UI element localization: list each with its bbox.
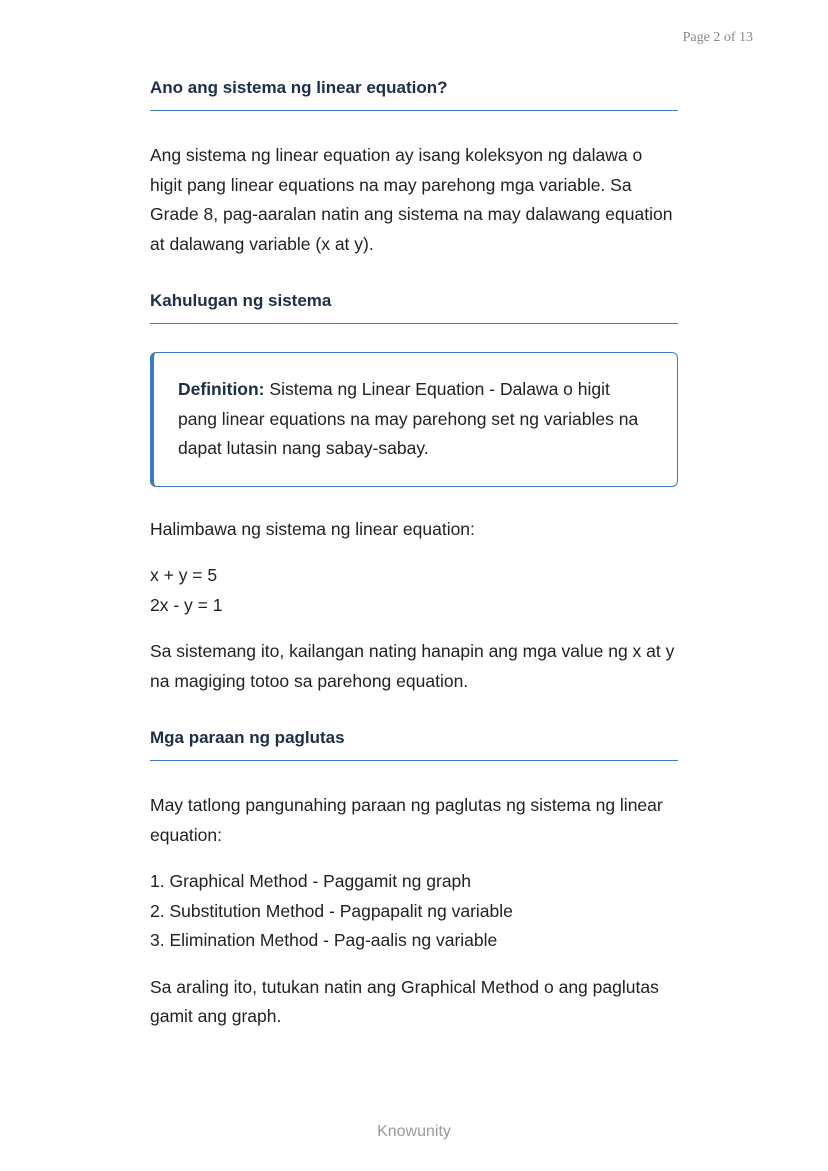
definition-box [150,352,678,487]
definition-text: Sistema ng Linear Equation - Dalawa o higit pang linear equations na may parehong set ng variables na dapat lutasin nang sabay-sabay. [178,379,639,458]
section-heading-sistema: Ano ang sistema ng linear equation? [150,78,678,111]
intro-paragraph: Ang sistema ng linear equation ay isang koleksyon ng dalawa o higit pang linear equations na may parehong mga variable. Sa Grade 8, pag-aaralan natin ang sistema na may dalawang equation at dalawang variable (x at y). [150,145,673,254]
list-item: 2. Substitution Method - Pagpapalit ng variable [150,900,513,921]
list-item: 1. Graphical Method - Paggamit ng graph [150,871,472,891]
equation-line: 2x - y = 1 [150,594,223,615]
closing-paragraph: Sa araling ito, tutukan natin ang Graphical Method o ang paglutas gamit ang graph. [150,976,659,1026]
section-heading-kahulugan: Kahulugan ng sistema [150,291,678,324]
methods-list [150,867,678,956]
definition-label: Definition: [178,379,265,399]
example-intro: Halimbawa ng sistema ng linear equation: [150,518,475,539]
footer-brand: Knowunity [377,1123,451,1140]
explanation-paragraph: Sa sistemang ito, kailangan nating hanapin ang mga value ng x at y na magiging totoo sa parehong equation. [150,641,675,691]
list-item: 3. Elimination Method - Pag-aalis ng variable [150,930,498,950]
section-heading-paraan: Mga paraan ng paglutas [150,728,678,761]
page-number: Page 2 of 13 [682,30,753,45]
equation-list [150,561,678,620]
methods-intro: May tatlong pangunahing paraan ng paglutas ng sistema ng linear equation: [150,795,663,845]
equation-line: x + y = 5 [150,565,218,585]
document-content [150,78,678,1032]
